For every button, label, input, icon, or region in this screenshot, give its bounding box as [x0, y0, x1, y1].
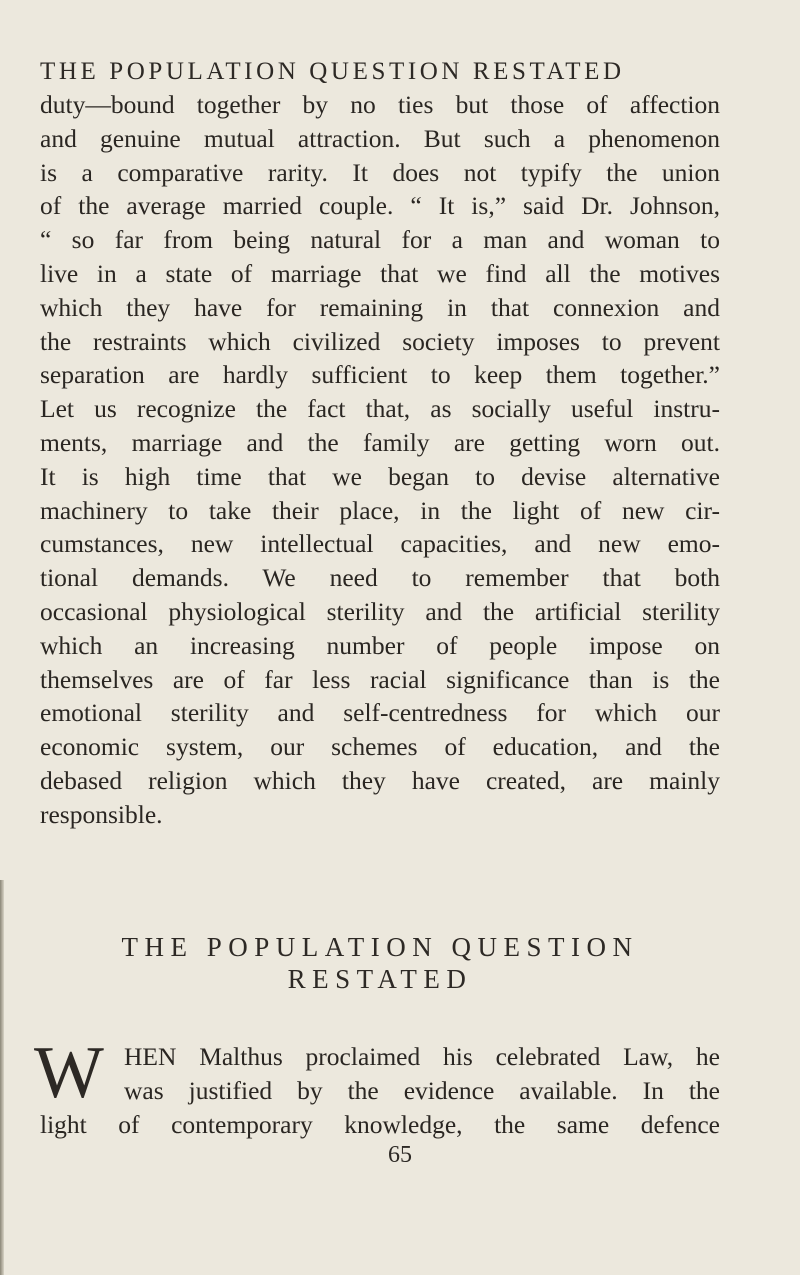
text-line: machinery to take their place, in the light of new cir- [40, 495, 720, 525]
text-line: tional demands. We need to remember that both [40, 563, 720, 593]
text-line: is a comparative rarity. It does not typify the union [40, 157, 720, 187]
text-line: was justified by the evidence available. In the [124, 1075, 720, 1105]
text-line: emotional sterility and self-centredness for which our [40, 698, 720, 728]
text-line: debased religion which they have created, are mainly [40, 765, 720, 795]
paragraph-1 [40, 88, 720, 832]
section-title-line: THE POPULATION QUESTION [121, 932, 639, 962]
text-line: which an increasing number of people impose on [40, 630, 720, 660]
text-line: and genuine mutual attraction. But such a phenomenon [40, 123, 720, 153]
text-line: economic system, our schemes of education, and the [40, 732, 720, 762]
text-line: occasional physiological sterility and the artificial sterility [40, 596, 720, 626]
page-edge-shadow [0, 880, 4, 1275]
paragraph-2-opening [124, 1040, 720, 1108]
section-title [40, 930, 720, 1000]
text-line: Let us recognize the fact that, as socially useful instru- [40, 394, 720, 424]
text-line: cumstances, new intellectual capacities, and new emo- [40, 529, 720, 559]
drop-cap: W [34, 1032, 104, 1114]
page-number: 65 [388, 1142, 412, 1168]
running-head: THE POPULATION QUESTION RESTATED [40, 58, 625, 85]
text-line: separation are hardly sufficient to keep them together.” [40, 360, 720, 390]
section-title-line: RESTATED [287, 964, 473, 994]
text-line: themselves are of far less racial significance than is the [40, 664, 720, 694]
text-line: light of contemporary knowledge, the same defence [40, 1110, 720, 1139]
text-line: It is high time that we began to devise alternative [40, 461, 720, 491]
text-line: which they have for remaining in that connexion and [40, 292, 720, 322]
text-line: ments, marriage and the family are getting worn out. [40, 427, 720, 457]
text-line: of the average married couple. “ It is,” said Dr. Johnson, [40, 191, 720, 221]
paragraph-2-continued [40, 1108, 720, 1142]
text-line: live in a state of marriage that we find all the motives [40, 258, 720, 288]
text-line: HEN Malthus proclaimed his celebrated Law, he [124, 1042, 720, 1071]
text-line: responsible. [40, 799, 163, 829]
text-line: the restraints which civilized society imposes to prevent [40, 326, 720, 356]
text-line: duty—bound together by no ties but those of affection [40, 90, 720, 119]
text-line: “ so far from being natural for a man and woman to [40, 225, 720, 255]
